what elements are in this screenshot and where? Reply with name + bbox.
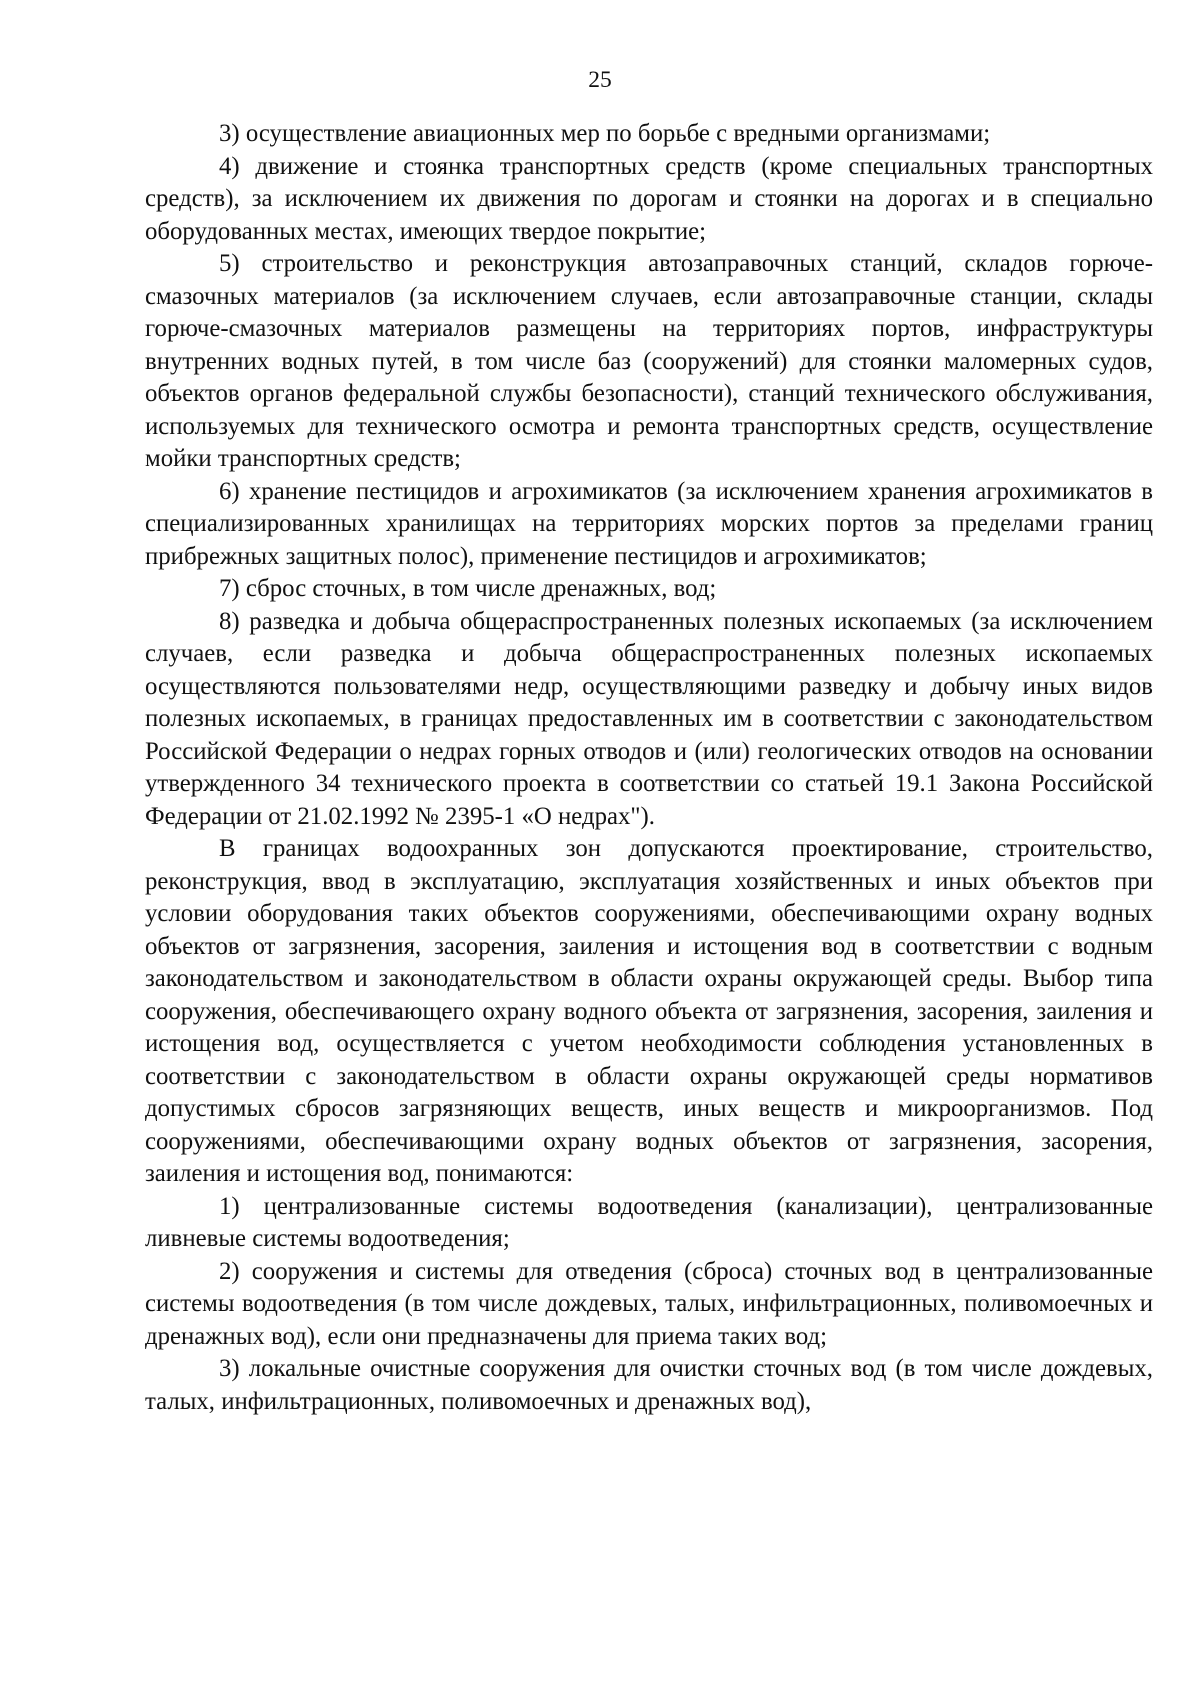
paragraph-item-7-wastewater: 7) сброс сточных, в том числе дренажных, вод; (219, 575, 717, 602)
paragraph-item-5-fuel-stations: 5) строительство и реконструкция автозаправочных станций, складов горюче-смазочных материалов (за исключением случаев, если автозаправочные станции, склады горюче-смазочных материалов размещены на территориях портов, инфраструктуры внутренних водных путей, в том числе баз (сооружений) для стоянки маломерных судов, объектов органов федеральной службы безопасности), станций технического обслуживания, используемых для технического осмотра и ремонта транспортных средств, осуществление мойки транспортных средств; (145, 250, 1153, 472)
paragraph-item-8-mining: 8) разведка и добыча общераспространенных полезных ископаемых (за исключением случаев, если разведка и добыча общераспространенных полезных ископаемых осуществляются пользователями недр, осуществляющими разведку и добычу иных видов полезных ископаемых, в границах предоставленных им в соответствии с законодательством Российской Федерации о недрах горных отводов и (или) геологических отводов на основании утвержденного 34 технического проекта в соответствии со статьей 19.1 Закона Российской Федерации от 21.02.1992 № 2395-1 «О недрах"). (145, 607, 1153, 830)
page-number: 25 (588, 67, 612, 93)
paragraph-water-protection-zones: В границах водоохранных зон допускаются проектирование, строительство, реконструкция, ввод в эксплуатацию, эксплуатация хозяйственных и иных объектов при условии оборудования таких объектов сооружениями, обеспечивающими охрану водных объектов от загрязнения, засорения, заиления и истощения вод в соответствии с водным законодательством и законодательством в области охраны окружающей среды. Выбор типа сооружения, обеспечивающего охрану водного объекта от загрязнения, засорения, заиления и истощения вод, осуществляется с учетом необходимости соблюдения установленных в соответствии с законодательством в области охраны окружающей среды нормативов допустимых сбросов загрязняющих веществ, иных веществ и микроорганизмов. Под сооружениями, обеспечивающими охрану водных объектов от загрязнения, засорения, заиления и истощения вод, понимаются: (145, 835, 1153, 1187)
paragraph-item-3-aviation: 3) осуществление авиационных мер по борьбе с вредными организмами; (219, 120, 991, 147)
paragraph-structures-item-1: 1) централизованные системы водоотведения (канализации), централизованные ливневые системы водоотведения; (145, 1192, 1153, 1252)
paragraph-structures-item-3: 3) локальные очистные сооружения для очистки сточных вод (в том числе дождевых, талых, инфильтрационных, поливомоечных и дренажных вод), (145, 1355, 1153, 1415)
paragraph-item-6-pesticides: 6) хранение пестицидов и агрохимикатов (за исключением хранения агрохимикатов в специализированных хранилищах на территориях морских портов за пределами границ прибрежных защитных полос), применение пестицидов и агрохимикатов; (145, 477, 1153, 570)
paragraph-structures-item-2: 2) сооружения и системы для отведения (сброса) сточных вод в централизованные системы водоотведения (в том числе дождевых, талых, инфильтрационных, поливомоечных и дренажных вод), если они предназначены для приема таких вод; (145, 1257, 1153, 1350)
body-text (145, 118, 1153, 1418)
paragraph-item-4-vehicles: 4) движение и стоянка транспортных средств (кроме специальных транспортных средств), за исключением их движения по дорогам и стоянки на дорогах и в специально оборудованных местах, имеющих твердое покрытие; (145, 152, 1153, 245)
